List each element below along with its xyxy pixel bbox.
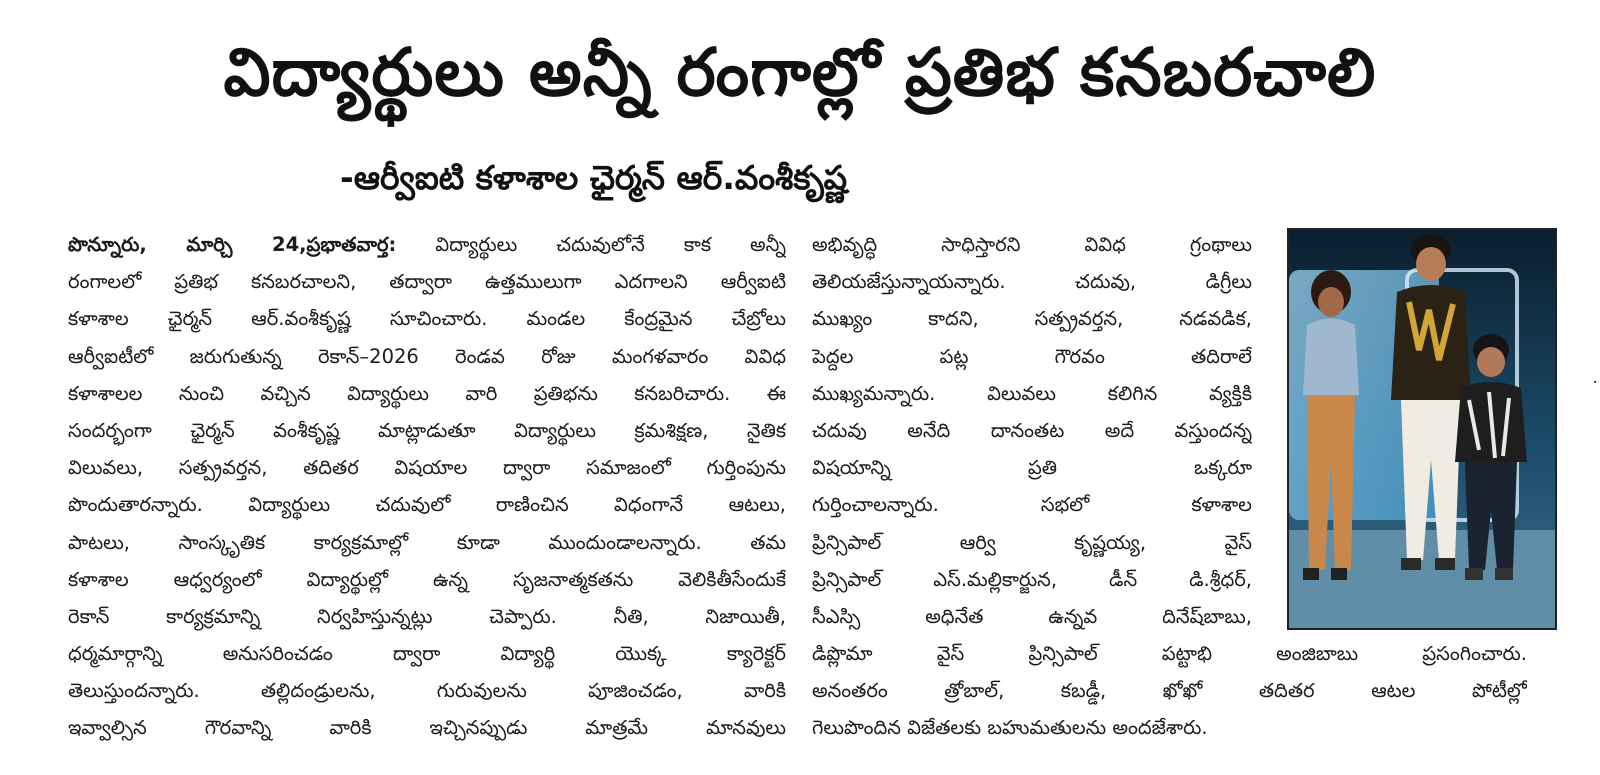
column-1-line-6: సందర్భంగా ఛైర్మన్ వంశీకృష్ణ మాట్లాడుతూ విద్యార్థులు క్రమశిక్షణ, నైతిక: [68, 418, 786, 442]
article-column-1: [68, 226, 786, 747]
column-1-line-3: కళాశాల ఛైర్మన్ ఆర్.వంశీకృష్ణ సూచించారు. మండల కేంద్రమైన చేబ్రోలు: [68, 307, 786, 331]
column-1-line-2: రంగాలలో ప్రతిభ కనబరచాలని, తద్వారా ఉత్తములుగా ఎదగాలని ఆర్వీఐటి: [68, 270, 786, 294]
column-1-line-7: విలువలు, సత్ప్రవర్తన, తదితర విషయాల ద్వారా సమాజంలో గుర్తింపును: [68, 456, 786, 480]
event-photo: [1287, 228, 1557, 630]
edge-mark: ·: [1592, 372, 1598, 393]
column-2-line-13: అనంతరం త్రోబాల్, కబడ్డీ, ఖోఖో తదితర ఆటల పోటీల్లో: [812, 679, 1527, 703]
column-1-line-12: ధర్మమార్గాన్ని అనుసరించడం ద్వారా విద్యార్థి యొక్క క్యారెక్టర్: [68, 642, 786, 666]
column-2-line-10: ప్రిన్సిపాల్ ఎస్.మల్లికార్జున, డీన్ డి.శ్రీధర్,: [812, 567, 1252, 591]
column-1-line-5: కళాశాలల నుంచి వచ్చిన విద్యార్థులు వారి ప్రతిభను కనబరిచారు. ఈ: [68, 381, 786, 405]
column-2-line-3: ముఖ్యం కాదని, సత్ప్రవర్తన, నడవడిక,: [812, 307, 1252, 331]
column-1-line-10: కళాశాల ఆధ్వర్యంలో విద్యార్థుల్లో ఉన్న సృజనాత్మకతను వెలికితీసేందుకే: [68, 567, 786, 591]
event-photo-illustration: [1289, 230, 1555, 628]
column-1-line-1: [68, 226, 786, 263]
column-2-line-7: విషయాన్ని ప్రతి ఒక్కరూ: [812, 456, 1252, 480]
column-2-line-12: డిప్లొమా వైస్ ప్రిన్సిపాల్ పట్టాభి అంజిబాబు ప్రసంగించారు.: [812, 642, 1527, 666]
column-2-line-11: సీఎస్సి అధినేత ఉన్నవ దినేష్‌బాబు,: [812, 604, 1252, 628]
column-2-line-1: అభివృద్ధి సాధిస్తారని వివిధ గ్రంథాలు: [812, 233, 1252, 256]
column-1-line-13: తెలుస్తుందన్నారు. తల్లిదండ్రులను, గురువులను పూజించడం, వారికి: [68, 679, 786, 703]
column-1-line-11: రెకాన్ కార్యక్రమాన్ని నిర్వహిస్తున్నట్లు చెప్పారు. నీతి, నిజాయితీ,: [68, 604, 786, 628]
column-2-line-5: ముఖ్యమన్నారు. విలువలు కలిగిన వ్యక్తికి: [812, 381, 1252, 405]
column-1-line-4: ఆర్వీఐటీలో జరుగుతున్న రెకాన్–2026 రెండవ రోజు మంగళవారం వివిధ: [68, 344, 786, 368]
column-2-line-8: గుర్తించాలన్నారు. సభలో కళాశాల: [812, 493, 1252, 517]
column-1-line-9: పాటలు, సాంస్కృతిక కార్యక్రమాల్లో కూడా ముందుండాలన్నారు. తమ: [68, 530, 786, 554]
column-1-line-14: ఇవ్వాల్సిన గౌరవాన్ని వారికి ఇచ్చినప్పుడు మాత్రమే మానవులు: [68, 716, 786, 740]
headline: విద్యార్థులు అన్నీ రంగాల్లో ప్రతిభ కనబరచాలి: [223, 34, 1377, 111]
column-2-line-9: ప్రిన్సిపాల్ ఆర్వి కృష్ణయ్య, వైస్: [812, 530, 1252, 554]
column-1-line-8: పొందుతారన్నారు. విద్యార్థులు చదువులో రాణించిన విధంగానే ఆటలు,: [68, 493, 786, 517]
column-2-line-2: తెలియజేస్తున్నాయన్నారు. చదువు, డిగ్రీలు: [812, 270, 1252, 294]
dateline: పొన్నూరు, మార్చి 24,ప్రభాతవార్త:: [68, 233, 397, 256]
column-2-line-14: గెలుపొందిన విజేతలకు బహుమతులను అందజేశారు.: [812, 716, 1208, 740]
column-1-line-1-text: విద్యార్థులు చదువులోనే కాక అన్నీ: [396, 233, 786, 256]
byline: -ఆర్వీఐటి కళాశాల ఛైర్మన్ ఆర్.వంశీకృష్ణ: [340, 158, 848, 197]
column-2-line-4: పెద్దల పట్ల గౌరవం తదిరాలే: [812, 344, 1252, 368]
column-2-line-6: చదువు అనేది దానంతట అదే వస్తుందన్న: [812, 418, 1252, 442]
